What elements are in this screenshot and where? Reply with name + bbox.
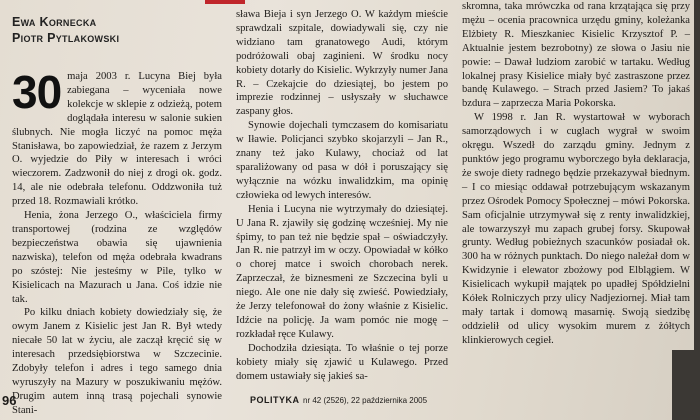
paragraph	[12, 66, 222, 209]
paragraph: Po kilku dniach kobiety dowiedziały się, że owym Janem z Kisielic jest Jan R. Był wtedy niecałe 50 lat w życiu, ale zaczął kręcić się w interesach przedsiębiorstwa w Szczecinie. Zdobyły telefon i adres i tego samego dnia wyruszyły na Mazury w poszukiwaniu mężów. Drugim autem inną trasą pojechali synowie Stani-	[12, 307, 222, 416]
paragraph: Henia, żona Jerzego O., właściciela firmy transportowej (rodzina ze względów bezpieczeństwa obawia się ujawnienia nazwiska), telefon od męża odebrała kwadrans po szóstej: Nie jesteśmy w Pile, tylko w Kisielicach na Mazurach u Jana. Coś idzie nie tak.	[12, 210, 222, 305]
paragraph-text: maja 2003 r. Lucyna Biej była zabiegana – wyceniała nowe kolekcje w sklepie z odzieżą, potem doglądała interesu w salonie sukien ślubnych. Nie mogła liczyć na pomoc męża Stanisława, bo zapowiedział, że razem z Jerzym O. wyjedzie do Piły w interesach i wróci wieczorem. Zadzwonił do niej z drogi ok. godz. 14, ale nie odebrała telefonu. Oddzwoniła tuż przed 18. Rozmawiali krótko.	[12, 71, 222, 208]
page-footer	[0, 392, 700, 412]
magazine-brand: POLITYKA	[250, 395, 300, 405]
drop-cap: 30	[12, 66, 62, 118]
issue-info: nr 42 (2526), 22 października 2005	[303, 396, 428, 405]
paragraph: Henia i Lucyna nie wytrzymały do dziesiątej. U Jana R. zjawiły się godzinę wcześniej. My nie śpimy, to pan też nie będzie spał – oświadczyły. Jan R. nie patrzył im w oczy. Opowiadał w kółko o chorej matce i swoich chorobach nerek. Zaprzeczał, że biznesmeni ze Szczecina byli u niego. Ale one nie dały się zwieść. Powiedziały, że Jerzy telefonował do żony właśnie z Kisielic. Idźcie na policję. Ja wam pomóc nie mogę – rozkładał ręce Kulawy.	[236, 203, 448, 340]
text-column-2	[236, 8, 448, 383]
paragraph: Synowie dojechali tymczasem do komisariatu w Iławie. Policjanci szybko skojarzyli – Jan R., znany też jako Kulawy, chociaż od lat sparaliżowany od pasa w dół i poruszający się wyłącznie na wózku inwalidzkim, ma opinię człowieka od lewych interesów.	[236, 120, 448, 201]
page-number: 96	[2, 393, 17, 408]
decorative-red-bar	[205, 0, 245, 4]
text-column-1	[12, 66, 222, 418]
byline	[12, 14, 119, 46]
author-name: Piotr Pytlakowski	[12, 31, 120, 45]
author-name: Ewa Kornecka	[12, 15, 97, 29]
paragraph: sława Bieja i syn Jerzego O. W każdym mieście sprawdzali szpitale, dowiadywali się, czy nie widziano tam granatowego Audi, którym podróżowali obaj zaginieni. W środku nocy kobiety dotarły do Kisielic. Wykrzyły numer Jana R. – Czekajcie do dziesiątej, bo jestem po imprezie rodzinnej – usłyszały w słuchawce zaspany głos.	[236, 9, 448, 118]
paragraph: W 1998 r. Jan R. wystartował w wyborach samorządowych i w cuglach wygrał w swoim okręgu. Wszedł do zarządu gminy. Jednym z punktów jego programu wyborczego była deklaracja, że swoje diety radnego będzie przekazywał biednym. – I co miesiąc oddawał potrzebującym wskazanym przez Ośrodek Pomocy Społecznej – mówi Pokorska. Sam oficjalnie utrzymywał się z renty inwalidzkiej, ale towarzyszył mu zapach grubej forsy. Skupował grunty. Według pobieżnych szacunków posiadał ok. 300 ha w różnych punktach. Do niego należał dom w Kwidzynie i elewator zbożowy pod Elblągiem. W Kisielicach wykupił majątek po upadłej Spółdzielni Kółek Rolniczych przy ulicy Nadjeziornej. Miał tam mały tartak i domową masarnię. Swoją siedzibę oddzielił od ulicy wysokim murem z żółtych klinkierowych cegieł.	[462, 112, 690, 346]
paragraph: skromna, taka mrówczka od rana krzątająca się przy mężu – ocenia pracownica urzędu gminy, koleżanka Elżbiety R. Mieszkaniec Kisielic Krzysztof P. – Aktualnie jestem bezrobotny) ze słowa o Jasiu nie powie: – Dawał ludziom zarobić w tartaku. Według lokalnej prasy Kisielice miały być zastraszone przez bandę Kulawego. – Strach przed Jasiem? To jakaś bzdura – zaprzecza Maria Pokorska.	[462, 1, 690, 110]
paragraph: Dochodziła dziesiąta. To właśnie o tej porze kobiety miały się zjawić u Kulawego. Przed domem ustawiały się jakieś sa-	[236, 342, 448, 382]
text-column-3	[462, 0, 690, 348]
